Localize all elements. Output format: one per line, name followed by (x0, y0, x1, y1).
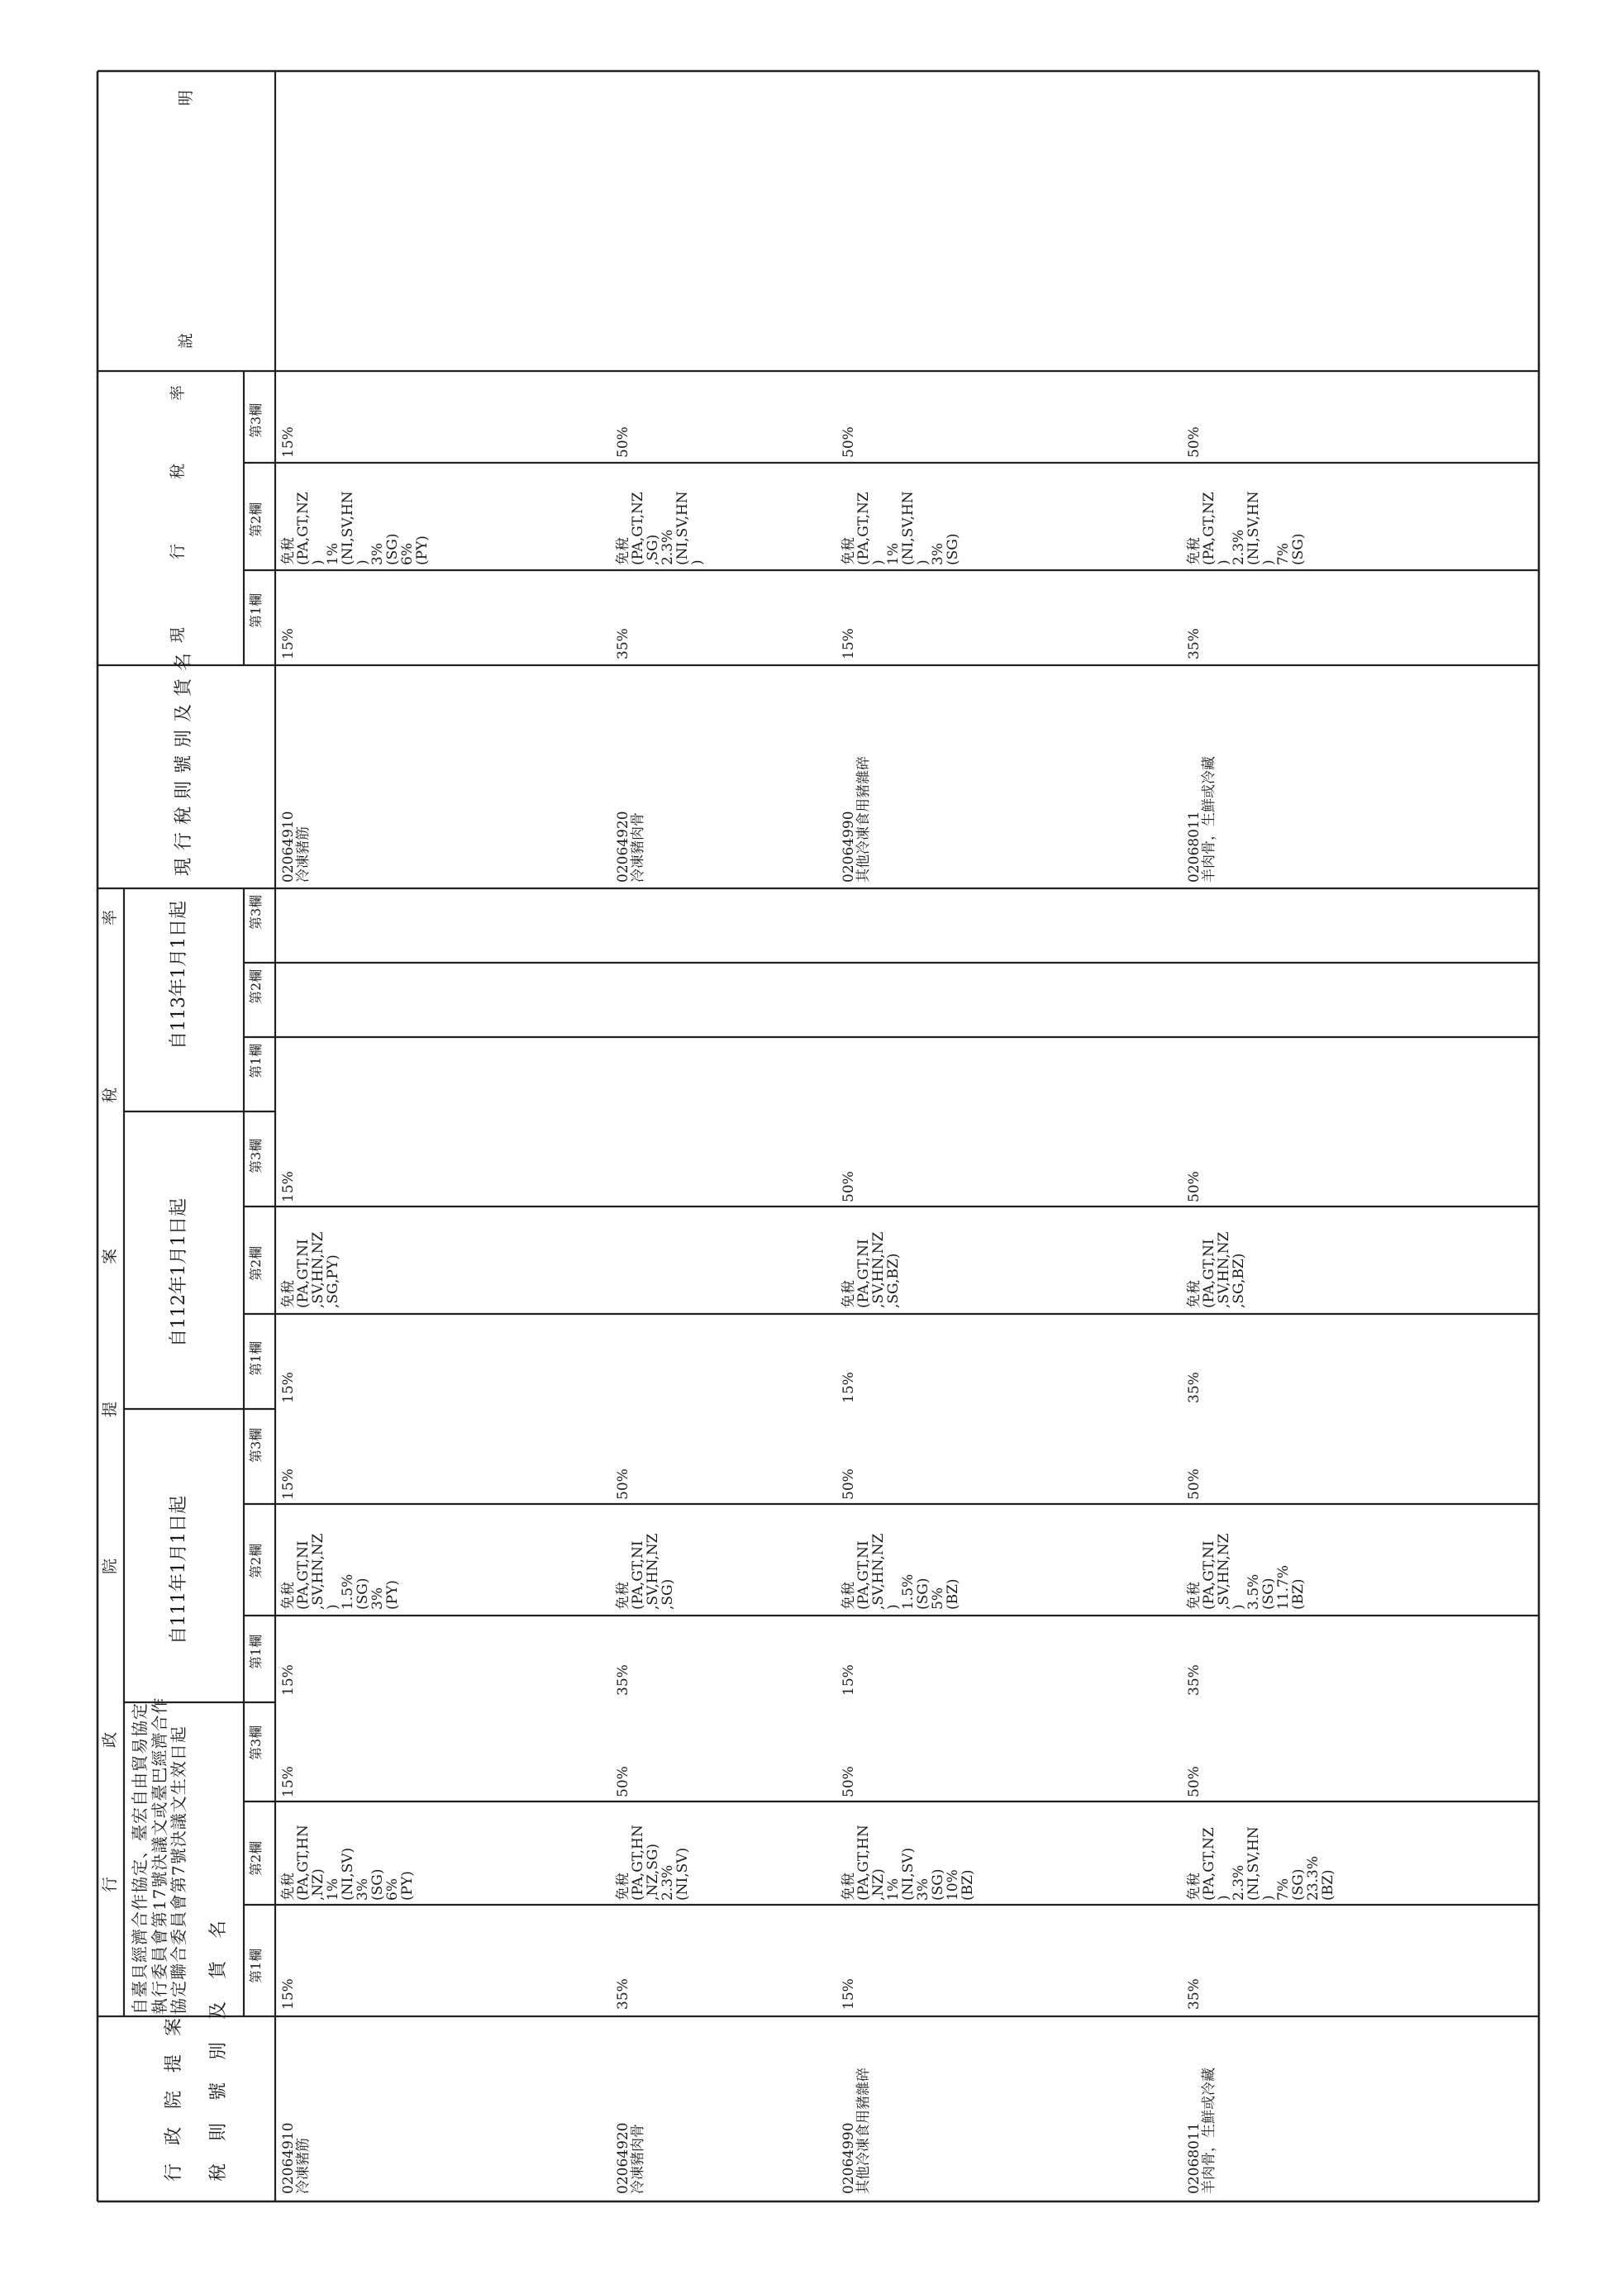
row1-g3-c2: 免稅 (PA,GT,NI ,SV,HN,NZ ,SG,PY) (280, 1231, 342, 1308)
row3-g1-c3: 50% (841, 1766, 857, 1797)
group2-title: 自111年1月1日起 (169, 1496, 189, 1644)
row2-cur-c2: 免稅 (PA,GT,NZ ,SG) 2.3% (NI,SV,HN ) (615, 491, 707, 565)
g4-col1-header: 第1欄 (248, 1043, 264, 1078)
row1-g2-c3: 15% (280, 1468, 297, 1500)
row2-g1-c3: 50% (615, 1766, 631, 1797)
exec-letter-1: 行 (101, 1876, 119, 1892)
exec-letter-4: 提 (101, 1401, 119, 1417)
g3-col1-header: 第1欄 (248, 1340, 264, 1376)
row3-cur-c2: 免稅 (PA,GT,NZ ) 1% (NI,SV,HN ) 3% (SG) (841, 491, 962, 565)
row1-g1-c1: 15% (280, 1978, 297, 2010)
current-tariff-label: 現行稅則號別及貨名 (174, 645, 194, 876)
exec-letter-7: 率 (101, 909, 119, 926)
g4-col2-header: 第2欄 (248, 969, 264, 1004)
row1-cur-code-name: 02064910 冷凍豬筋 (280, 811, 312, 883)
row4-g1-c3: 50% (1186, 1766, 1203, 1797)
g3-col2-header: 第2欄 (248, 1245, 264, 1281)
row1-g3-c1: 15% (280, 1372, 297, 1403)
row4-g1-c1: 35% (1186, 1978, 1203, 2010)
row3-g2-c3: 50% (841, 1468, 857, 1500)
g2-col3-header: 第3欄 (248, 1427, 264, 1463)
row4-cur-c1: 35% (1186, 628, 1203, 659)
row3-g3-c1: 15% (841, 1372, 857, 1403)
row1-g2-c2: 免稅 (PA,GT,NI ,SV,HN,NZ ) 1.5% (SG) 3% (PY) (280, 1533, 402, 1610)
proposal-tariff-label-line1: 行政院提案 (164, 2017, 184, 2182)
current-rate-letter-3: 稅 (169, 463, 187, 479)
g4-col3-header: 第3欄 (248, 894, 264, 930)
row4-g1-c2: 免稅 (PA,GT,NZ ) 2.3% (NI,SV,HN ) 7% (SG) 23.3% (BZ) (1186, 1826, 1337, 1901)
exec-letter-6: 稅 (101, 1087, 119, 1103)
group3-title: 自112年1月1日起 (169, 1198, 189, 1347)
row2-cur-c3: 50% (615, 426, 631, 458)
row2-g1-c1: 35% (615, 1978, 631, 2010)
row2-g1-c2: 免稅 (PA,GT,HN ,NZ,SG) 2.3% (NI,SV) (615, 1825, 692, 1901)
row2-g2-c2: 免稅 (PA,GT,NI ,SV,HN,NZ ,SG) (615, 1533, 677, 1610)
exec-letter-3: 院 (101, 1558, 119, 1574)
row3-g3-c3: 50% (841, 1171, 857, 1202)
row4-cur-c3: 50% (1186, 426, 1203, 458)
row3-g3-c2: 免稅 (PA,GT,NI ,SV,HN,NZ ,SG,BZ) (841, 1231, 902, 1308)
row3-cur-c1: 15% (841, 628, 857, 659)
row3-cur-code-name: 02064990 其他冷凍食用豬雜碎 (841, 756, 873, 883)
row3-g2-c2: 免稅 (PA,GT,NI ,SV,HN,NZ ) 1.5% (SG) 5% (BZ) (841, 1533, 962, 1610)
cur-col3-header: 第3欄 (248, 402, 264, 438)
row4-g3-c1: 35% (1186, 1372, 1203, 1403)
row4-code-name: 02068011 羊肉骨，生鮮或冷藏 (1186, 2068, 1218, 2194)
row4-cur-code-name: 02068011 羊肉骨，生鮮或冷藏 (1186, 756, 1218, 883)
row4-g2-c3: 50% (1186, 1468, 1203, 1500)
row4-g3-c3: 50% (1186, 1171, 1203, 1202)
row4-g3-c2: 免稅 (PA,GT,NI ,SV,HN,NZ ,SG,BZ) (1186, 1231, 1248, 1308)
row2-g2-c3: 50% (615, 1468, 631, 1500)
g3-col3-header: 第3欄 (248, 1138, 264, 1173)
explanation-letter-1: 說 (177, 332, 195, 349)
row2-cur-c1: 35% (615, 628, 631, 659)
g1-col3-header: 第3欄 (248, 1725, 264, 1760)
row4-g2-c1: 35% (1186, 1664, 1203, 1696)
row2-cur-code-name: 02064920 冷凍豬肉骨 (615, 811, 647, 883)
row2-code-name: 02064920 冷凍豬肉骨 (615, 2122, 647, 2194)
row1-g1-c3: 15% (280, 1766, 297, 1797)
proposal-tariff-label (165, 2018, 183, 2182)
row2-g2-c1: 35% (615, 1664, 631, 1696)
row3-g2-c1: 15% (841, 1664, 857, 1696)
group4-title: 自113年1月1日起 (169, 901, 189, 1049)
row3-g1-c2: 免稅 (PA,GT,HN ,NZ) 1% (NI,SV) 3% (SG) 10% (BZ) (841, 1825, 977, 1901)
explanation-letter-2: 明 (177, 89, 195, 106)
current-rate-letter-1: 現 (169, 626, 187, 643)
current-rate-letter-4: 率 (169, 384, 187, 401)
group1-title: 自臺貝經濟合作協定、臺宏自由貿易協定執行委員會第17號決議文或臺巴經濟合作協定聯合委員會第7號決議文生效日起 (130, 1697, 189, 2015)
g1-col2-header: 第2欄 (248, 1840, 264, 1876)
cur-col2-header: 第2欄 (248, 502, 264, 537)
g2-col2-header: 第2欄 (248, 1543, 264, 1578)
g2-col1-header: 第1欄 (248, 1634, 264, 1669)
g1-col1-header: 第1欄 (248, 1948, 264, 1983)
row1-g3-c3: 15% (280, 1171, 297, 1202)
row1-cur-c3: 15% (280, 426, 297, 458)
cur-col1-header: 第1欄 (248, 593, 264, 628)
current-rate-letter-2: 行 (169, 543, 187, 559)
proposal-tariff-label-line2: 稅 則 號 別 及 貨 名 (208, 1912, 229, 2182)
exec-letter-2: 政 (101, 1731, 119, 1748)
row4-cur-c2: 免稅 (PA,GT,NZ ) 2.3% (NI,SV,HN ) 7% (SG) (1186, 491, 1307, 565)
row1-g1-c2: 免稅 (PA,GT,HN ,NZ) 1% (NI,SV) 3% (SG) 6% (PY) (280, 1825, 417, 1901)
row3-cur-c3: 50% (841, 426, 857, 458)
row4-g2-c2: 免稅 (PA,GT,NI ,SV,HN,NZ ) 3.5% (SG) 11.7% (BZ) (1186, 1533, 1307, 1610)
row3-code-name: 02064990 其他冷凍食用豬雜碎 (841, 2068, 873, 2194)
row1-g2-c1: 15% (280, 1664, 297, 1696)
row1-code-name: 02064910 冷凍豬筋 (280, 2122, 312, 2194)
row1-cur-c2: 免稅 (PA,GT,NZ ) 1% (NI,SV,HN ) 3% (SG) 6% (PY) (280, 491, 431, 565)
row1-cur-c1: 15% (280, 628, 297, 659)
exec-letter-5: 案 (101, 1248, 119, 1264)
row3-g1-c1: 15% (841, 1978, 857, 2010)
